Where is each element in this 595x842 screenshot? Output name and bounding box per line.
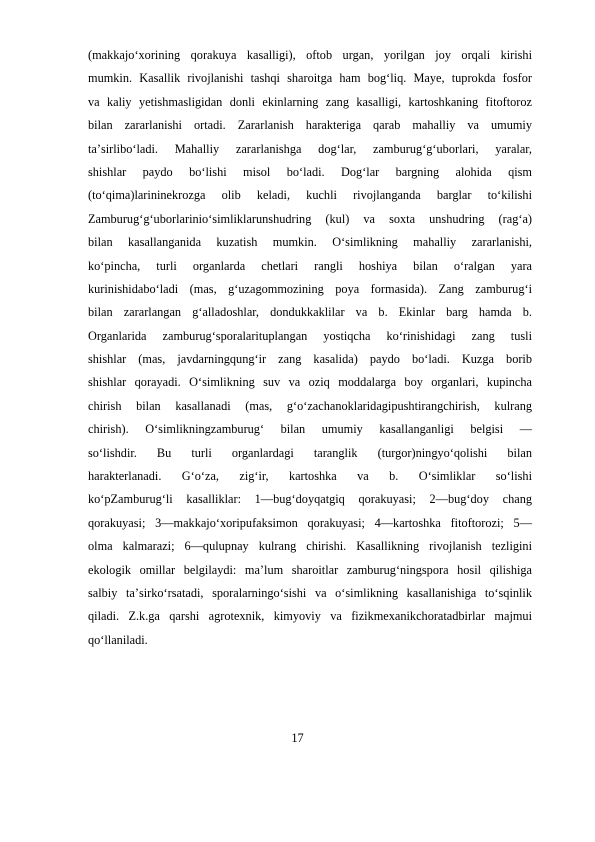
text-line: kurinishidabo‘ladi (mas, g‘uzagommozining poya formasida). Zang zamburug‘i <box>88 281 532 296</box>
text-line: Organlarida zamburug‘sporalarituplangan yostiqcha ko‘rinishidagi zang tusli <box>88 328 532 343</box>
text-line: salbiy taʼsirko‘rsatadi, sporalarningo‘sishi va o‘simlikning kasallanishiga to‘sqinlik <box>88 585 532 600</box>
text-line: shishlar paydo bo‘lishi misol bo‘ladi. Dog‘lar bargning alohida qism <box>88 164 532 179</box>
text-line: qo‘llaniladi. <box>88 632 148 647</box>
text-line: harakterlanadi. G‘o‘za, zig‘ir, kartoshka va b. O‘simliklar so‘lishi <box>88 469 532 484</box>
page-number: 17 <box>291 731 304 745</box>
text-line: ekologik omillar belgilaydi: maʼlum sharoitlar zamburug‘ningspora hosil qilishiga <box>88 562 532 577</box>
text-line: (makkajo‘xorining qorakuya kasalligi), oftob urgan, yorilgan joy orqali kirishi <box>88 48 532 62</box>
text-line: taʼsirlibo‘ladi. Mahalliy zararlanishga dog‘lar, zamburug‘g‘uborlari, yaralar, <box>88 141 532 156</box>
text-line: shishlar (mas, javdarningqung‘ir zang kasalida) paydo bo‘ladi. Kuzga borib <box>88 352 532 367</box>
text-line: bilan zararlangan g‘alladoshlar, dondukkaklilar va b. Ekinlar barg hamda b. <box>88 305 532 320</box>
body-text <box>88 44 532 652</box>
text-line: qiladi. Z.k.ga qarshi agrotexnik, kimyoviy va fizikmexanikchoratadbirlar majmui <box>88 609 532 624</box>
text-line: (to‘qima)larininekrozga olib keladi, kuchli rivojlanganda barglar to‘kilishi <box>88 188 532 203</box>
text-line: chirish bilan kasallanadi (mas, g‘o‘zachanoklaridagipushtirangchirish, kulrang <box>88 398 532 413</box>
text-line: qorakuyasi; 3—makkajo‘xoripufaksimon qorakuyasi; 4—kartoshka fitoftorozi; 5— <box>88 515 532 530</box>
text-line: ko‘pincha, turli organlarda chetlari rangli hoshiya bilan o‘ralgan yara <box>88 258 532 273</box>
text-line: ko‘pZamburug‘li kasalliklar: 1—bug‘doyqatgiq qorakuyasi; 2—bug‘doy chang <box>88 492 532 507</box>
text-line: va kaliy yetishmasligidan donli ekinlarning zang kasalligi, kartoshkaning fitoftoroz <box>88 94 532 109</box>
text-line: chirish). O‘simlikningzamburug‘ bilan umumiy kasallanganligi belgisi — <box>88 422 532 437</box>
text-line: olma kalmarazi; 6—qulupnay kulrang chirishi. Kasallikning rivojlanish tezligini <box>88 539 532 554</box>
text-line: Zamburug‘g‘uborlarinio‘simliklarunshudring (kul) va soxta unshudring (rag‘a) <box>88 211 532 226</box>
text-line: shishlar qorayadi. O‘simlikning suv va oziq moddalarga boy organlari, kupincha <box>88 375 532 390</box>
text-line: so‘lishdir. Bu turli organlardagi taranglik (turgor)ningyo‘qolishi bilan <box>88 445 532 460</box>
text-line: mumkin. Kasallik rivojlanishi tashqi sharoitga ham bog‘liq. Maye, tuprokda fosfor <box>88 71 532 86</box>
text-line: bilan zararlanishi ortadi. Zararlanish harakteriga qarab mahalliy va umumiy <box>88 118 532 133</box>
text-line: bilan kasallanganida kuzatish mumkin. O‘simlikning mahalliy zararlanishi, <box>88 235 532 250</box>
